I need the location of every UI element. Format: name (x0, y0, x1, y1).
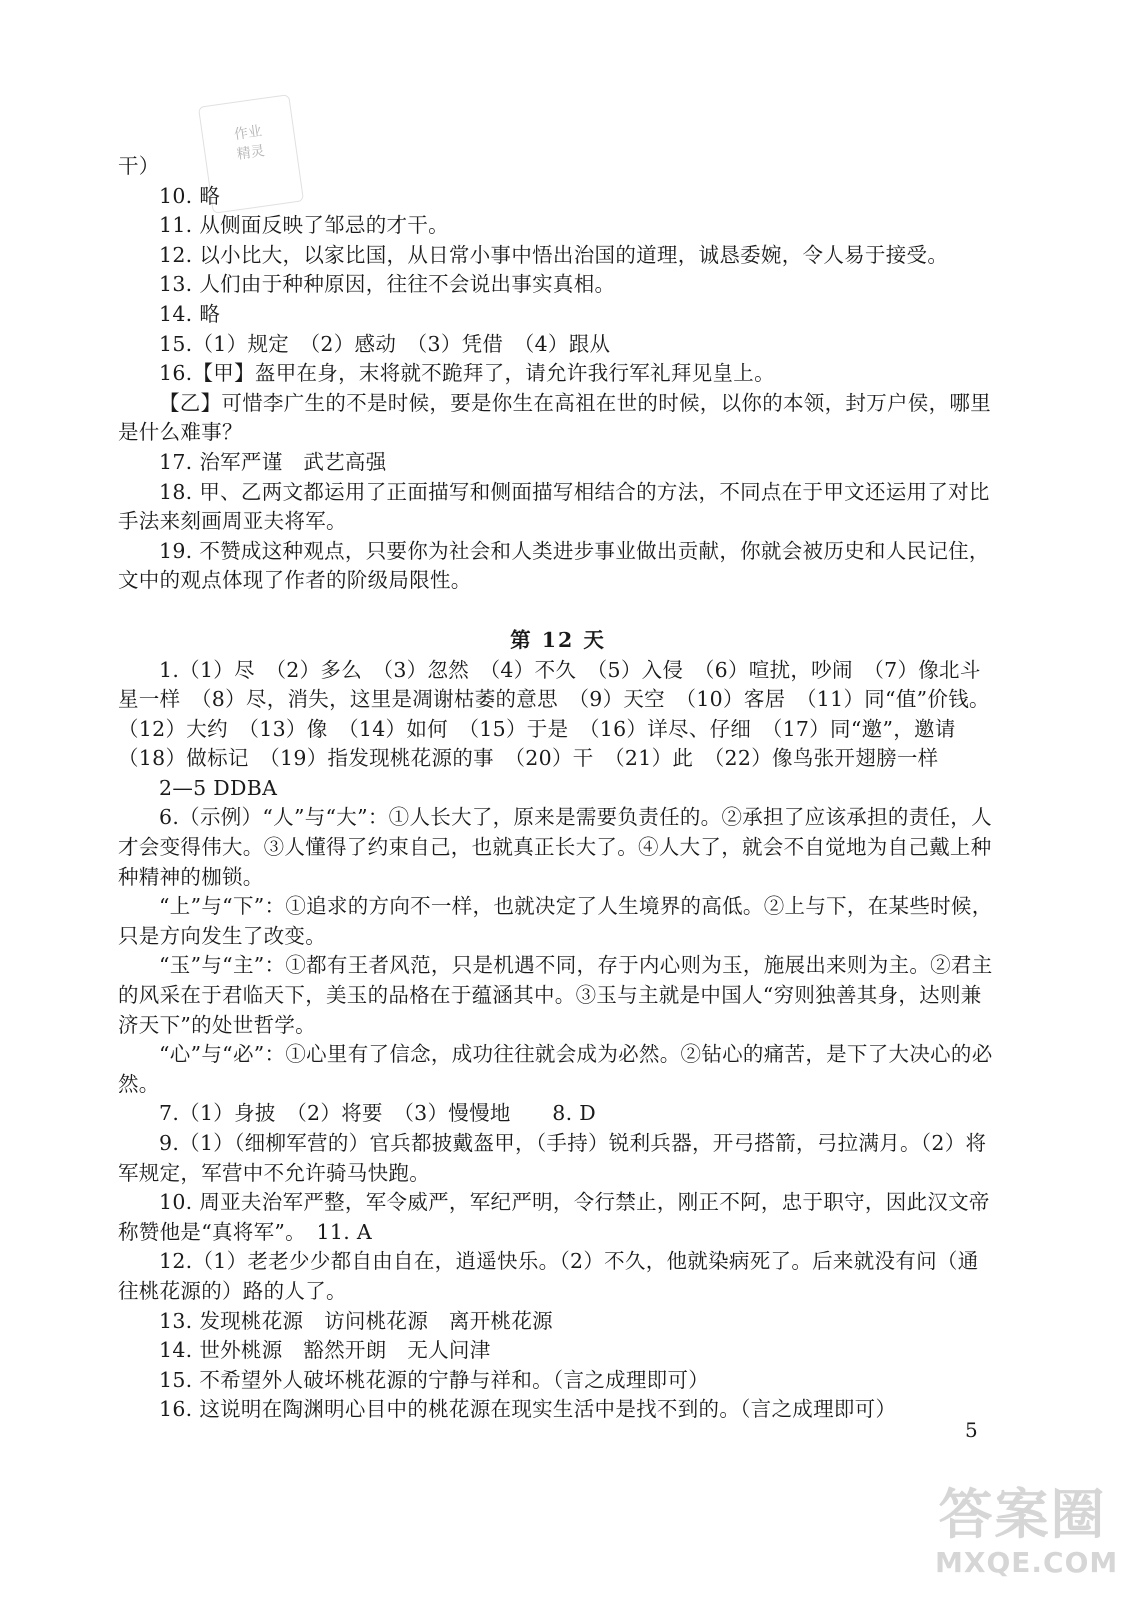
answer-item: 16.【甲】盔甲在身，末将就不跪拜了，请允许我行军礼拜见皇上。 (159, 361, 775, 386)
stamp-line-2: 精灵 (235, 143, 266, 163)
answer-item: 12. 以小比大，以家比国，从日常小事中悟出治国的道理，诚恳委婉，令人易于接受。 (159, 242, 949, 267)
logo-text-en: MXQE.COM (935, 1546, 1119, 1579)
logo-text-cn: 答案圈 (938, 1483, 1107, 1546)
answer-item: 9.（1）（细柳军营的）官兵都披戴盔甲，（手持）锐利兵器，开弓搭箭，弓拉满月。（2）将军规定，军营中不允许骑马快跑。 (118, 1131, 987, 1185)
answer-item: 18. 甲、乙两文都运用了正面描写和侧面描写相结合的方法，不同点在于甲文还运用了对比手法来刻画周亚夫将军。 (118, 479, 990, 534)
answer-item: 6.（示例）“人”与“大”：①人长大了，原来是需要负责任的。②承担了应该承担的责任，人才会变得伟大。③人懂得了约束自己，也就真正长大了。④人大了，就会不自觉地为自己戴上种种精神的枷锁。 (118, 805, 992, 889)
answer-item: 12.（1）老老少少都自由自在，逍遥快乐。（2）不久，他就染病死了。后来就没有问（通往桃花源的）路的人了。 (118, 1249, 979, 1303)
answer-item: 1.（1）尽 （2）多么 （3）忽然 （4）不久 （5）入侵 （6）喧扰，吵闹 （7）像北斗星一样 （8）尽，消失，这里是凋谢枯萎的意思 （9）天空 （10）客居 （11）同“值”价钱。（12）大约 （13）像 （14）如何 （15）于是 （16）详尽、仔细 （17）同“邀”，邀请 （18）做标记 （19）指发现桃花源的事 （20）干 （21）此 （22）像鸟张开翅膀一样 (118, 657, 990, 771)
answer-item: 15. 不希望外人破坏桃花源的宁静与祥和。（言之成理即可） (159, 1367, 710, 1392)
site-logo (935, 1483, 1119, 1585)
answer-item: 11. 从侧面反映了邹忌的才干。 (159, 213, 449, 238)
answer-item: 【乙】可惜李广生的不是时候，要是你生在高祖在世的时候，以你的本领，封万户侯，哪里是什么难事？ (118, 390, 991, 445)
page-number: 5 (965, 1418, 978, 1442)
answer-item: 10. 略 (159, 183, 221, 208)
answer-item: 19. 不赞成这种观点，只要你为社会和人类进步事业做出贡献，你就会被历史和人民记住，文中的观点体现了作者的阶级局限性。 (118, 538, 990, 593)
answer-item: 14. 略 (159, 301, 221, 326)
answer-text-block (118, 152, 998, 1425)
answer-item: 16. 这说明在陶渊明心目中的桃花源在现实生活中是找不到的。（言之成理即可） (159, 1397, 897, 1422)
answer-item: 17. 治军严谨 武艺高强 (159, 449, 387, 474)
answer-item: 14. 世外桃源 豁然开朗 无人问津 (159, 1338, 491, 1363)
answer-item: “上”与“下”：①追求的方向不一样，也就决定了人生境界的高低。②上与下，在某些时候，只是方向发生了改变。 (118, 894, 993, 948)
answer-item: 10. 周亚夫治军严整，军令威严，军纪严明，令行禁止，刚正不阿，忠于职守，因此汉文帝称赞他是“真将军”。 11. A (118, 1190, 990, 1244)
answer-item: 13. 人们由于种种原因，往往不会说出事实真相。 (159, 272, 616, 297)
stamp-line-1: 作业 (233, 123, 264, 144)
answer-item: 15.（1）规定 （2）感动 （3）凭借 （4）跟从 (159, 331, 611, 356)
answer-item: “玉”与“主”：①都有王者风范，只是机遇不同，存于内心则为玉，施展出来则为主。②君主的风采在于君临天下，美玉的品格在于蕴涵其中。③玉与主就是中国人“穷则独善其身，达则兼济天下”的处世哲学。 (118, 953, 993, 1037)
answer-item: 2—5 DDBA (159, 775, 278, 800)
section-heading: 第 12 天 (510, 627, 606, 652)
text-line: 干） (118, 154, 160, 178)
answer-item: “心”与“必”：①心里有了信念，成功往往就会成为必然。②钻心的痛苦，是下了大决心的必然。 (118, 1042, 993, 1096)
answer-item: 13. 发现桃花源 访问桃花源 离开桃花源 (159, 1308, 553, 1333)
answer-item: 7.（1）身披 （2）将要 （3）慢慢地 8. D (159, 1101, 596, 1126)
